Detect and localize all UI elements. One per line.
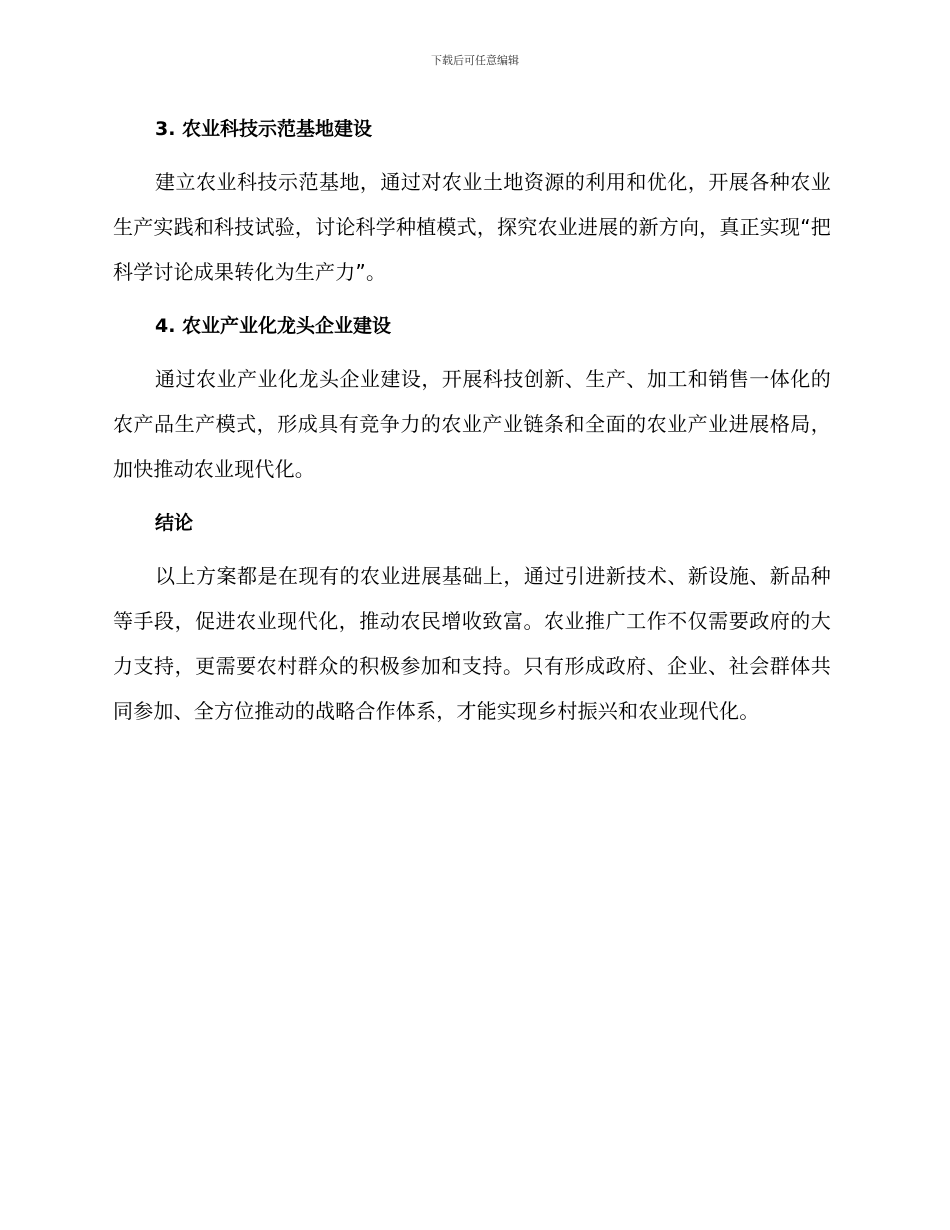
section-paragraph-leading-enterprise: 通过农业产业化龙头企业建设，开展科技创新、生产、加工和销售一体化的农产品生产模式，形成具有竞争力的农业产业链条和全面的农业产业进展格局，加快推动农业现代化。 (113, 367, 831, 481)
section-heading-conclusion: 结论 (155, 512, 194, 534)
section-paragraph-conclusion: 以上方案都是在现有的农业进展基础上，通过引进新技术、新设施、新品种等手段，促进农业现代化，推动农民增收致富。农业推广工作不仅需要政府的大力支持，更需要农村群众的积极参加和支持。只有形成政府、企业、社会群体共同参加、全方位推动的战略合作体系，才能实现乡村振兴和农业现代化。 (113, 564, 831, 723)
document-body (113, 112, 831, 734)
section-heading-demo-base: 3. 农业科技示范基地建设 (155, 118, 373, 140)
page-header: 下载后可任意编辑 (431, 54, 519, 67)
section-heading-leading-enterprise: 4. 农业产业化龙头企业建设 (155, 315, 392, 337)
section-paragraph-demo-base: 建立农业科技示范基地，通过对农业土地资源的利用和优化，开展各种农业生产实践和科技试验，讨论科学种植模式，探究农业进展的新方向，真正实现“把科学讨论成果转化为生产力”。 (113, 170, 831, 284)
